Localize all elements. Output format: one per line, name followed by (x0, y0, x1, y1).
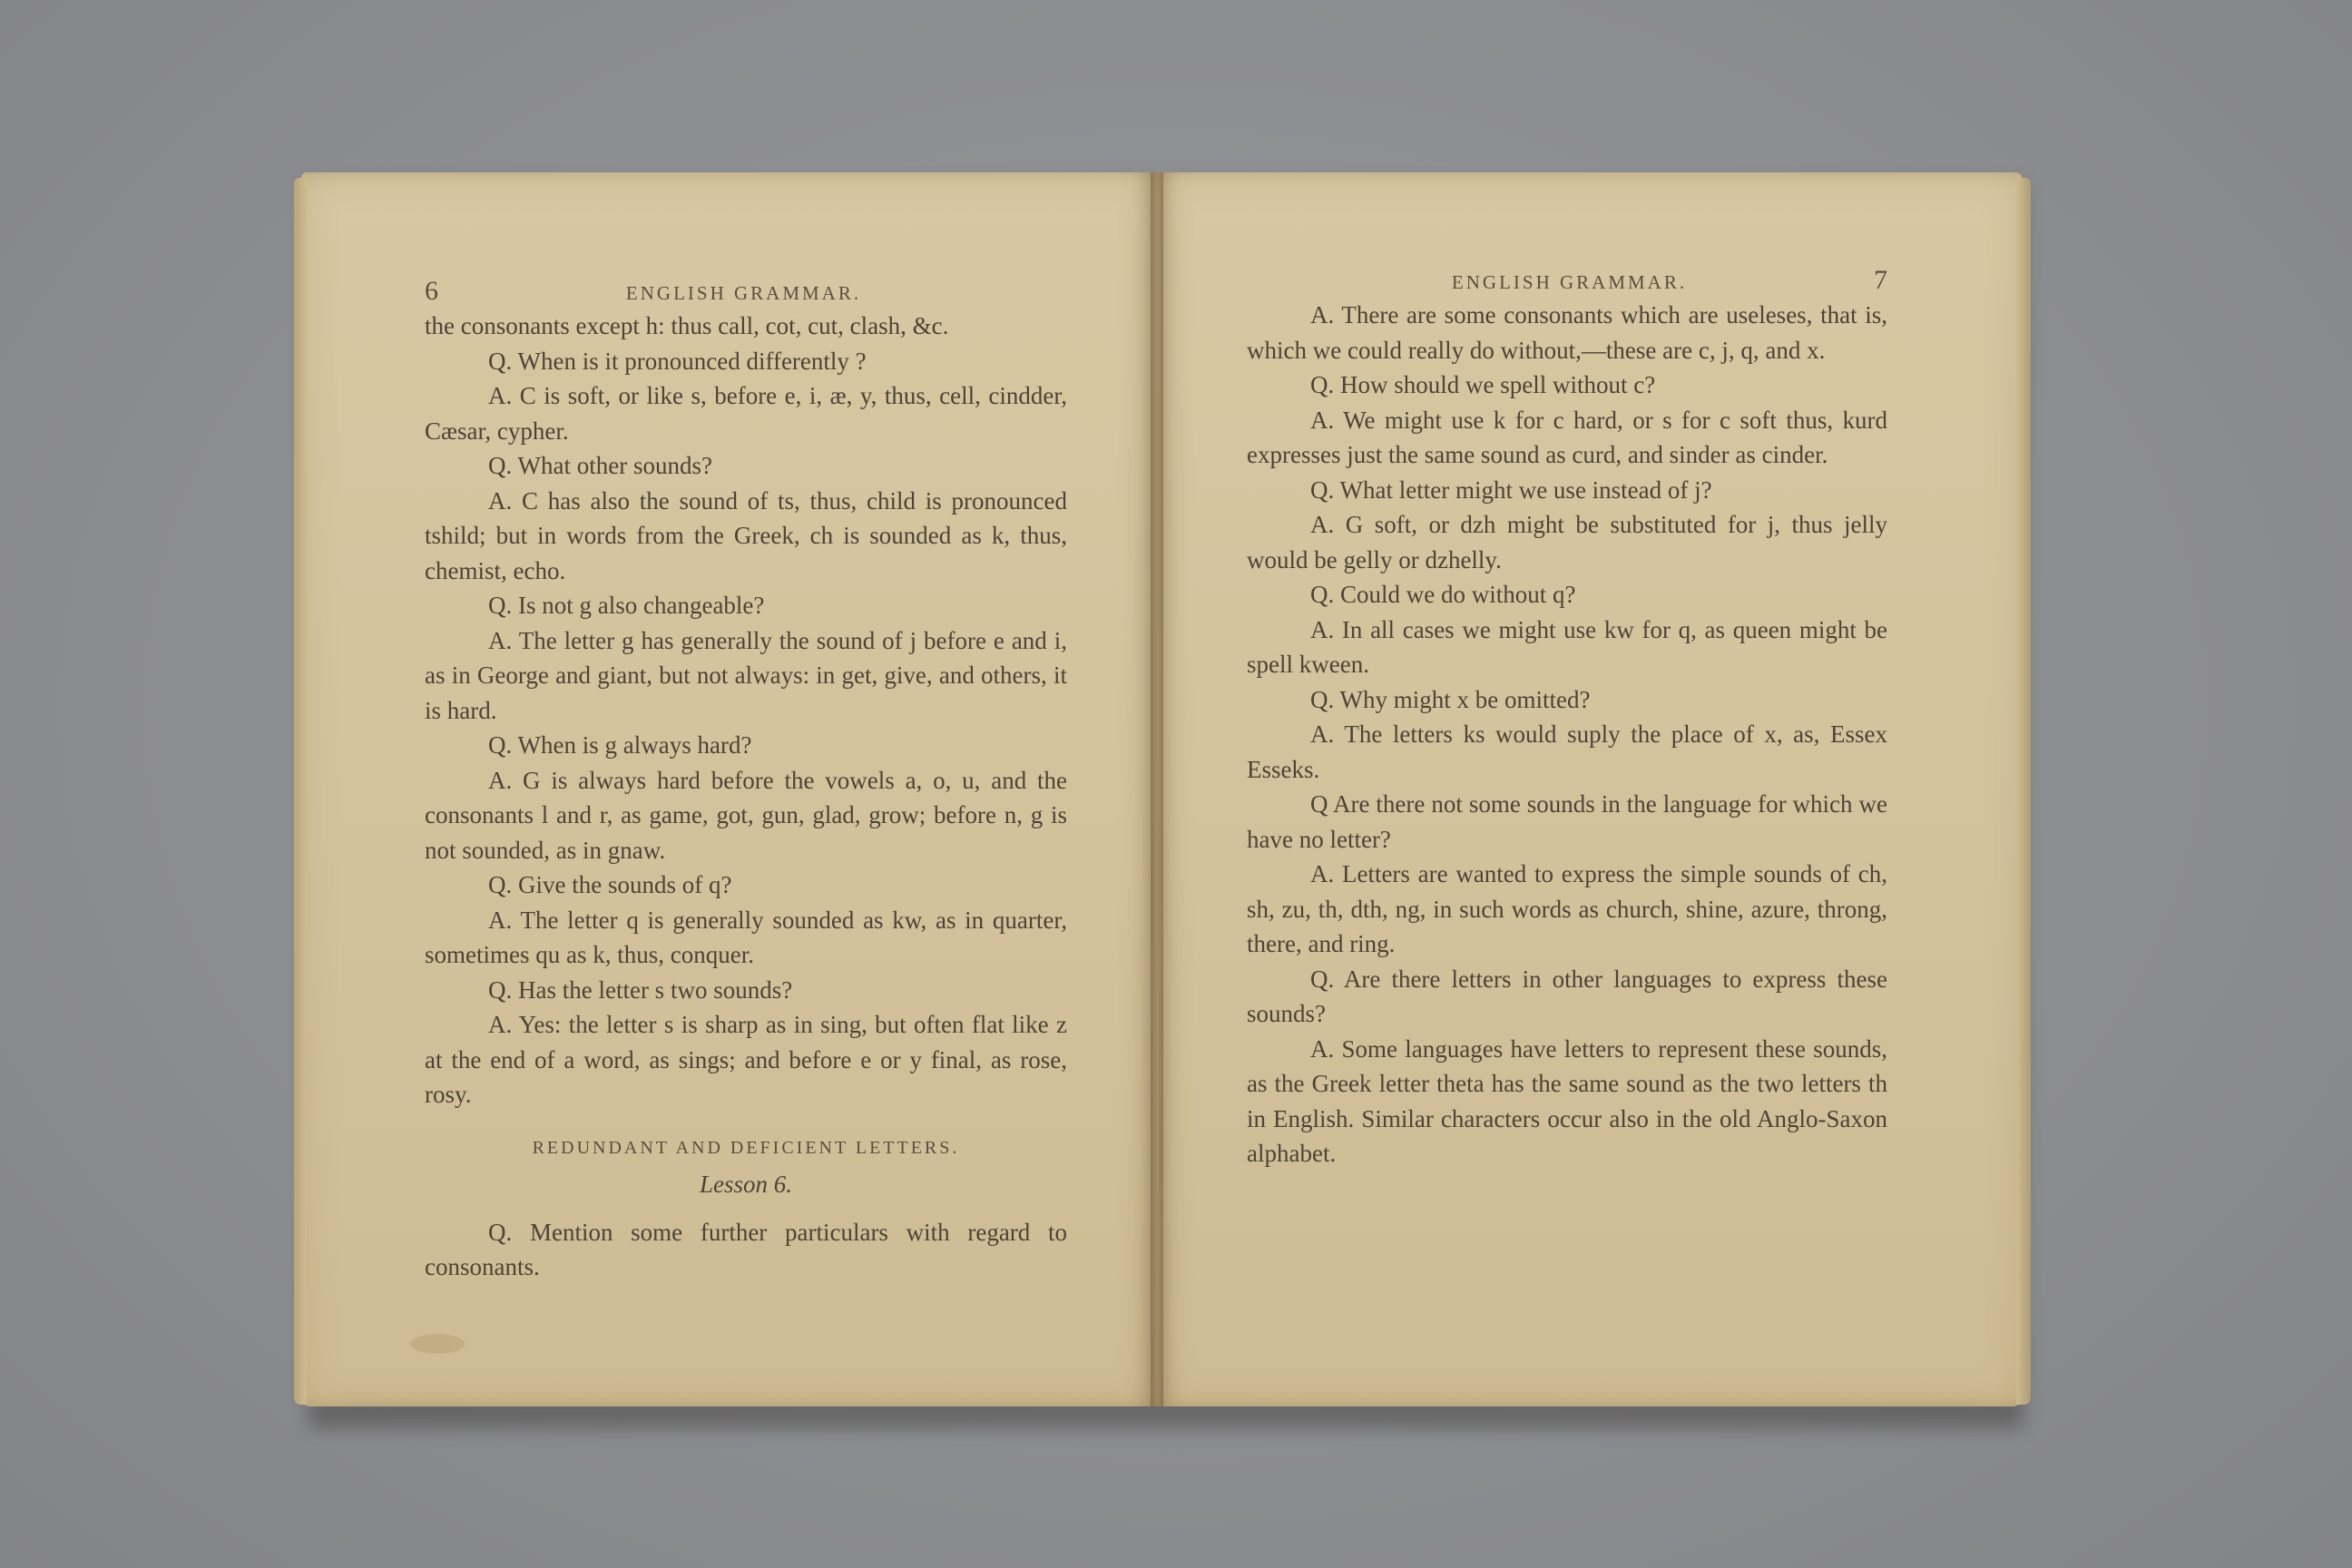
right-page-number: 7 (1874, 265, 1887, 295)
paragraph: A. G is always hard before the vowels a, o, u, and the consonants l and r, as game, got, gun, glad, grow; before n, g is not sounded, as in gnaw. (425, 766, 1067, 864)
section-heading: REDUNDANT AND DEFICIENT LETTERS. (532, 1137, 960, 1158)
paragraph: A. The letter q is generally sounded as kw, as in quarter, sometimes qu as k, thus, conquer. (425, 906, 1067, 968)
paragraph: A. The letters ks would suply the place of x, as, Essex Esseks. (1247, 720, 1887, 783)
paragraph: Q. Why might x be omitted? (1310, 685, 1591, 713)
right-page (1156, 172, 2022, 1406)
paragraph: A. Letters are wanted to express the simple sounds of ch, sh, zu, th, dth, ng, in such words as church, shine, azure, throng, there, and ring. (1247, 860, 1887, 957)
left-header-title: ENGLISH GRAMMAR. (625, 282, 862, 304)
left-page (301, 172, 1156, 1406)
right-body-text (1247, 298, 1887, 1171)
paragraph: Q. What letter might we use instead of j? (1310, 475, 1712, 504)
paragraph: A. C is soft, or like s, before e, i, æ, y, thus, cell, cindder, Cæsar, cypher. (425, 382, 1067, 445)
paragraph: A. Yes: the letter s is sharp as in sing, but often flat like z at the end of a word, as sings; and before e or y final, as rose, rosy. (425, 1011, 1067, 1108)
paragraph: Q. What other sounds? (488, 452, 712, 479)
right-page-content (1247, 263, 1887, 1171)
right-page-edge (2016, 178, 2031, 1405)
paragraph: Q. When is it pronounced differently ? (488, 347, 867, 375)
right-running-head (1247, 263, 1887, 298)
right-header-title: ENGLISH GRAMMAR. (1451, 271, 1688, 293)
paragraph: Q. Could we do without q? (1310, 581, 1576, 608)
paragraph: the consonants except h: thus call, cot, cut, clash, &c. (425, 312, 949, 339)
paragraph: Q. When is g always hard? (488, 731, 752, 759)
paragraph: Q Are there not some sounds in the language for which we have no letter? (1247, 790, 1887, 853)
left-page-content (425, 274, 1067, 1285)
paragraph: A. In all cases we might use kw for q, as queen might be spell kween. (1247, 615, 1887, 678)
paragraph: A. G soft, or dzh might be substituted for j, thus jelly would be gelly or dzhelly. (1247, 511, 1887, 573)
book-gutter (1151, 172, 1163, 1406)
paragraph: A. We might use k for c hard, or s for c soft thus, kurd expresses just the same sound as curd, and sinder as cinder. (1247, 406, 1887, 468)
lesson-label: Lesson 6. (699, 1171, 792, 1198)
paragraph: Q. How should we spell without c? (1310, 371, 1656, 398)
open-book (301, 172, 2022, 1417)
paragraph: A. The letter g has generally the sound of j before e and i, as in George and giant, but not always: in get, give, and others, it is hard. (425, 626, 1067, 724)
paper-stain (410, 1334, 465, 1354)
left-running-head (425, 274, 1067, 309)
paragraph: Q. Is not g also changeable? (488, 592, 765, 619)
left-page-number: 6 (425, 276, 438, 306)
left-page-edge (294, 178, 307, 1405)
paragraph: Q. Give the sounds of q? (488, 871, 732, 898)
paragraph: A. Some languages have letters to represent these sounds, as the Greek letter theta has the same sound as the two letters th in English. Similar characters occur also in the old Anglo-Saxon alphabet. (1247, 1034, 1887, 1167)
paragraph: Q. Mention some further particulars with regard to consonants. (425, 1218, 1067, 1280)
paragraph: A. There are some consonants which are useleses, that is, which we could really do without,—these are c, j, q, and x. (1247, 301, 1887, 364)
paragraph: Q. Are there letters in other languages to express these sounds? (1247, 965, 1887, 1027)
left-body-text (425, 309, 1067, 1112)
paragraph: Q. Has the letter s two sounds? (488, 975, 793, 1004)
paragraph: A. C has also the sound of ts, thus, child is pronounced tshild; but in words from the Greek, ch is sounded as k, thus, chemist, echo. (425, 486, 1067, 584)
left-after-text (425, 1215, 1067, 1285)
